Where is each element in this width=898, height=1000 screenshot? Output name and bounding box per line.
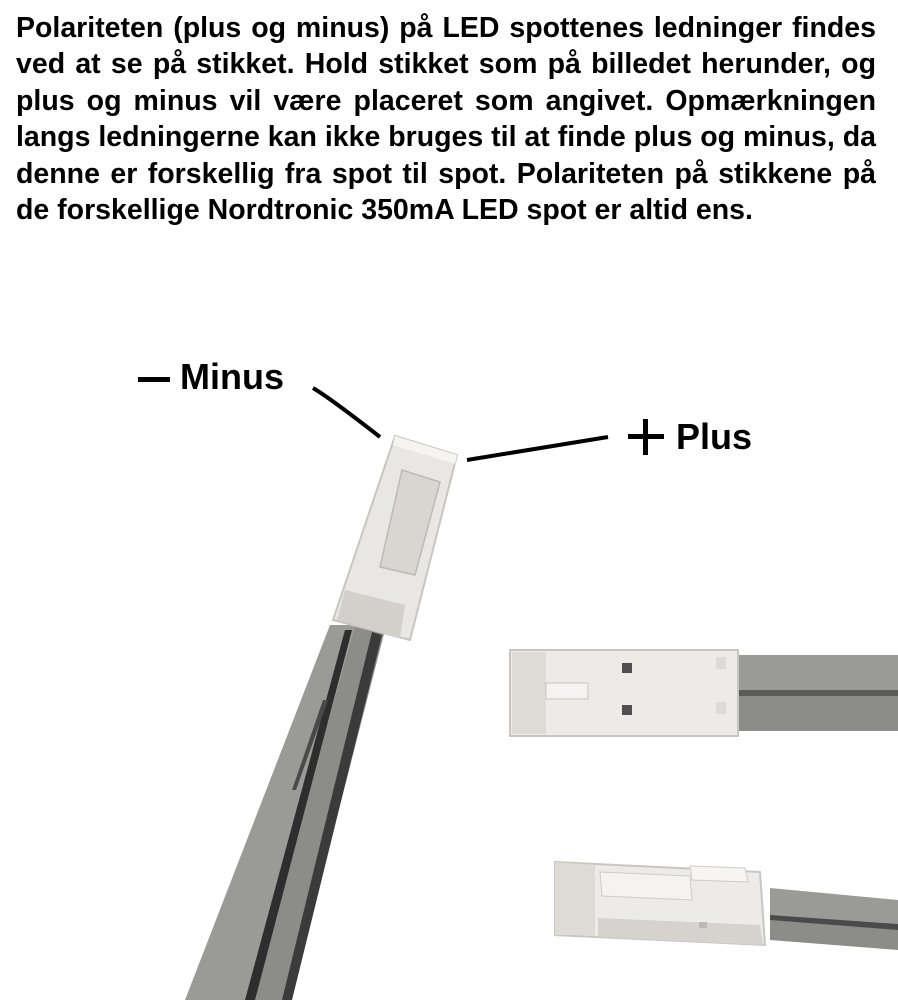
vertical-cable [185,625,385,1000]
minus-leader-line [313,388,380,437]
minus-label: Minus [180,356,284,397]
horizontal-connector-bottom [555,862,898,950]
plus-label: Plus [676,416,753,457]
vertical-connector [333,436,457,640]
horizontal-connector-top [510,650,898,736]
plus-leader-line [467,437,608,460]
instruction-paragraph: Polariteten (plus og minus) på LED spottenes ledninger findes ved at se på stikket. Hold stikket som på billedet herunder, og plus og minus vil være placeret som angivet. Opmærkningen langs ledningerne kan ikke bruges til at finde plus og minus, da denne er forskellig fra spot til spot. Polariteten på stikkene på de forskellige Nordtronic 350mA LED spot er altid ens. [16,12,876,227]
